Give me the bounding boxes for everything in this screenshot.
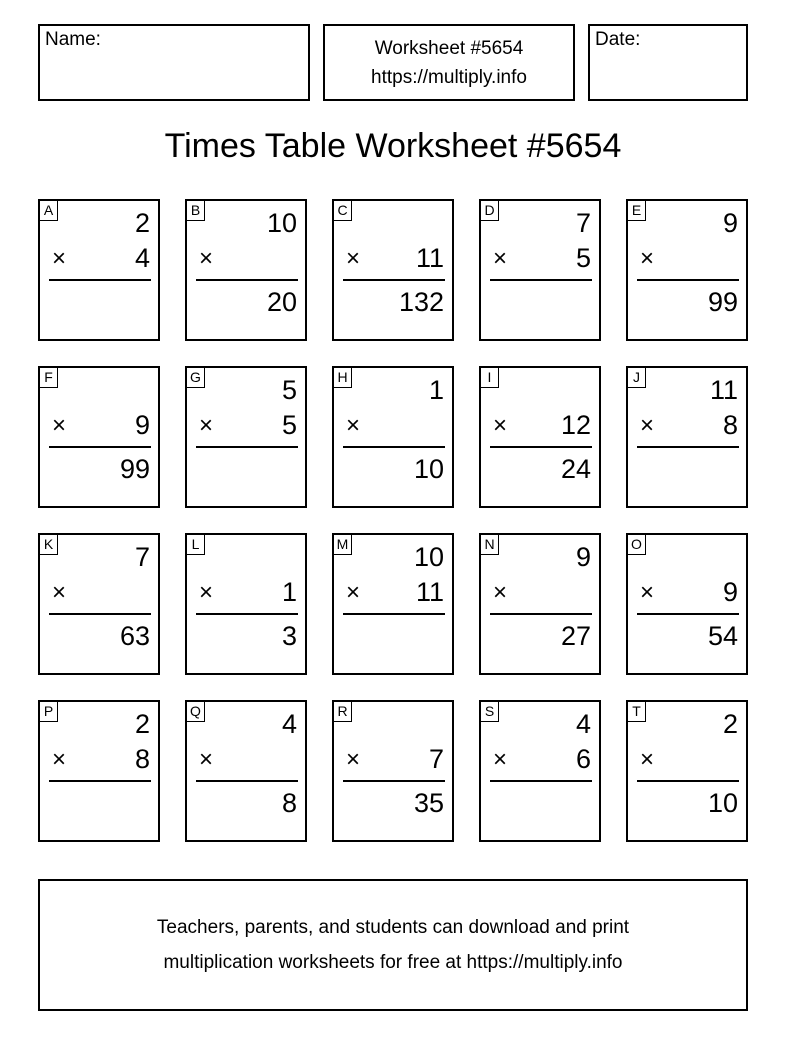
times-sign: × (52, 245, 67, 272)
problem-letter: K (40, 535, 58, 555)
product-answer: 27 (560, 621, 591, 651)
problem-letter: P (40, 702, 58, 722)
bottom-factor: 12 (560, 410, 591, 440)
times-sign: × (346, 245, 361, 272)
answer-line (343, 780, 445, 782)
problem-card-e[interactable] (626, 199, 748, 341)
top-factor: 2 (722, 709, 738, 739)
problem-card-o[interactable] (626, 533, 748, 675)
problem-card-i[interactable] (479, 366, 601, 508)
product-answer: 8 (281, 788, 297, 818)
answer-line (490, 446, 592, 448)
worksheet-url: https://multiply.info (371, 66, 527, 88)
problem-card-c[interactable] (332, 199, 454, 341)
answer-line (49, 446, 151, 448)
problem-letter: F (40, 368, 58, 388)
answer-line (637, 279, 739, 281)
product-answer: 132 (398, 287, 444, 317)
times-sign: × (346, 412, 361, 439)
product-answer: 63 (119, 621, 150, 651)
times-sign: × (640, 746, 655, 773)
problem-letter: T (628, 702, 646, 722)
times-sign: × (199, 579, 214, 606)
answer-line (196, 446, 298, 448)
bottom-factor: 11 (415, 577, 444, 607)
times-sign: × (346, 746, 361, 773)
product-answer: 20 (266, 287, 297, 317)
problem-letter: M (334, 535, 352, 555)
problem-letter: E (628, 201, 646, 221)
times-sign: × (199, 245, 214, 272)
bottom-factor: 5 (281, 410, 297, 440)
problem-letter: I (481, 368, 499, 388)
times-sign: × (493, 579, 508, 606)
bottom-factor: 1 (281, 577, 297, 607)
times-sign: × (199, 412, 214, 439)
times-sign: × (640, 412, 655, 439)
name-box[interactable] (38, 24, 310, 101)
worksheet-number: Worksheet #5654 (374, 37, 524, 59)
problem-letter: Q (187, 702, 205, 722)
answer-line (490, 780, 592, 782)
bottom-factor: 9 (134, 410, 150, 440)
answer-line (343, 446, 445, 448)
problem-letter: H (334, 368, 352, 388)
answer-line (637, 780, 739, 782)
times-sign: × (640, 579, 655, 606)
product-answer: 3 (281, 621, 297, 651)
problem-letter: B (187, 201, 205, 221)
problem-card-k[interactable] (38, 533, 160, 675)
problem-letter: J (628, 368, 646, 388)
bottom-factor: 8 (134, 744, 150, 774)
times-sign: × (52, 579, 67, 606)
problem-card-r[interactable] (332, 700, 454, 842)
bottom-factor: 4 (134, 243, 150, 273)
problem-card-b[interactable] (185, 199, 307, 341)
top-factor: 10 (266, 208, 297, 238)
bottom-factor: 7 (428, 744, 444, 774)
top-factor: 9 (575, 542, 591, 572)
product-answer: 10 (413, 454, 444, 484)
bottom-factor: 5 (575, 243, 591, 273)
problem-letter: O (628, 535, 646, 555)
date-label: Date: (595, 29, 641, 50)
top-factor: 9 (722, 208, 738, 238)
problem-card-a[interactable] (38, 199, 160, 341)
top-factor: 2 (134, 208, 150, 238)
answer-line (49, 780, 151, 782)
problem-letter: C (334, 201, 352, 221)
answer-line (343, 279, 445, 281)
times-sign: × (199, 746, 214, 773)
bottom-factor: 9 (722, 577, 738, 607)
problem-card-j[interactable] (626, 366, 748, 508)
product-answer: 99 (707, 287, 738, 317)
times-sign: × (493, 746, 508, 773)
date-box[interactable] (588, 24, 748, 101)
top-factor: 5 (281, 375, 297, 405)
times-sign: × (52, 412, 67, 439)
product-answer: 54 (707, 621, 738, 651)
answer-line (49, 279, 151, 281)
answer-line (196, 279, 298, 281)
problem-letter: L (187, 535, 205, 555)
top-factor: 4 (575, 709, 591, 739)
times-sign: × (493, 245, 508, 272)
times-sign: × (640, 245, 655, 272)
problem-card-n[interactable] (479, 533, 601, 675)
top-factor: 7 (134, 542, 150, 572)
top-factor: 1 (428, 375, 444, 405)
problem-card-l[interactable] (185, 533, 307, 675)
times-sign: × (493, 412, 508, 439)
problem-letter: G (187, 368, 205, 388)
problem-letter: R (334, 702, 352, 722)
name-label: Name: (45, 29, 101, 50)
footer-line-1: Teachers, parents, and students can download and print (156, 917, 630, 938)
top-factor: 2 (134, 709, 150, 739)
problem-card-d[interactable] (479, 199, 601, 341)
page-title: Times Table Worksheet #5654 (164, 127, 622, 165)
problem-letter: N (481, 535, 499, 555)
top-factor: 4 (281, 709, 297, 739)
worksheet-id-box (323, 24, 575, 101)
problem-card-h[interactable] (332, 366, 454, 508)
answer-line (490, 279, 592, 281)
times-sign: × (346, 579, 361, 606)
problem-card-p[interactable] (38, 700, 160, 842)
bottom-factor: 8 (722, 410, 738, 440)
times-sign: × (52, 746, 67, 773)
answer-line (637, 613, 739, 615)
top-factor: 7 (575, 208, 591, 238)
answer-line (343, 613, 445, 615)
answer-line (49, 613, 151, 615)
answer-line (196, 613, 298, 615)
problem-card-q[interactable] (185, 700, 307, 842)
bottom-factor: 6 (575, 744, 591, 774)
bottom-factor: 11 (415, 243, 444, 273)
top-factor: 11 (709, 375, 738, 405)
footer-box (38, 879, 748, 1011)
problem-letter: D (481, 201, 499, 221)
product-answer: 99 (119, 454, 150, 484)
problem-card-t[interactable] (626, 700, 748, 842)
problem-card-g[interactable] (185, 366, 307, 508)
top-factor: 10 (413, 542, 444, 572)
answer-line (196, 780, 298, 782)
problem-letter: S (481, 702, 499, 722)
answer-line (637, 446, 739, 448)
answer-line (490, 613, 592, 615)
problem-card-m[interactable] (332, 533, 454, 675)
product-answer: 35 (413, 788, 444, 818)
product-answer: 10 (707, 788, 738, 818)
problem-letter: A (40, 201, 58, 221)
problem-card-s[interactable] (479, 700, 601, 842)
problem-card-f[interactable] (38, 366, 160, 508)
product-answer: 24 (560, 454, 591, 484)
footer-line-2: multiplication worksheets for free at https://multiply.info (163, 952, 623, 973)
